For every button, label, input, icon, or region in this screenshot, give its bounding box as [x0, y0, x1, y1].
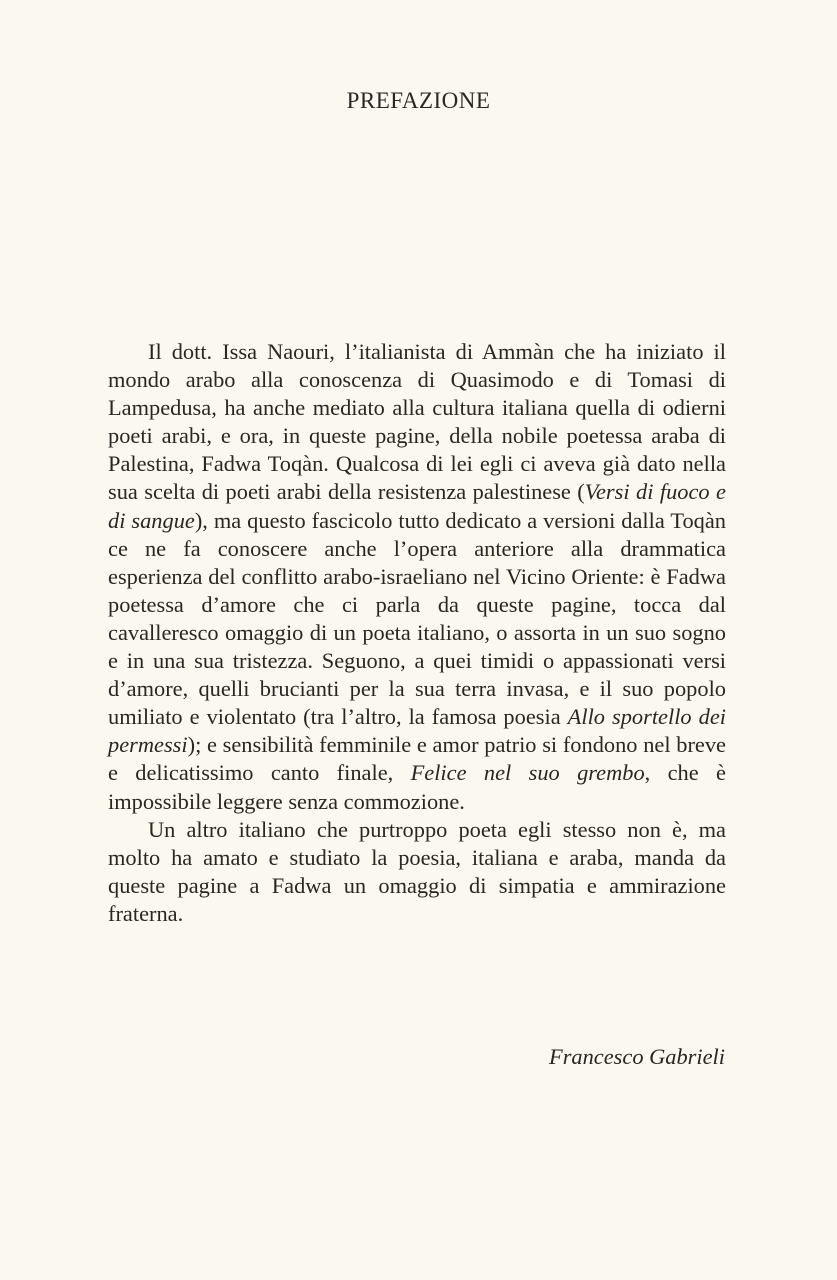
- paragraph-1-part-4: , che è impossibile leggere senza commozione.: [108, 760, 726, 814]
- author-signature: Francesco Gabrieli: [549, 1044, 725, 1069]
- book-title-versi: Versi di fuoco e di sangue: [108, 479, 726, 533]
- page-title: PREFAZIONE: [346, 88, 491, 113]
- paragraph-1-part-2: ), ma questo fascicolo tutto dedicato a versioni dalla Toqàn ce ne fa conoscere anche l’opera anteriore alla drammatica esperienza del conflitto arabo-israeliano nel Vicino Oriente: è Fadwa poetessa d’amore che ci parla da queste pagine, tocca dal cavalleresco omaggio di un poeta italiano, o assorta in un suo sogno e in una sua tristezza. Seguono, a quei timidi o appassionati versi d’amore, quelli brucianti per la sua terra invasa, e il suo popolo umiliato e violentato (tra l’altro, la famosa poesia: [108, 507, 726, 730]
- paragraph-1-part-1: Il dott. Issa Naouri, l’italianista di Ammàn che ha iniziato il mondo arabo alla conoscenza di Quasimodo e di Tomasi di Lampedusa, ha anche mediato alla cultura italiana quella di odierni poeti arabi, e ora, in queste pagine, della nobile poetessa araba di Palestina, Fadwa Toqàn. Qualcosa di lei egli ci aveva già dato nella sua scelta di poeti arabi della resistenza palestinese (: [108, 339, 726, 505]
- paragraph-1-part-3: ); e sensibilità femminile e amor patrio si fondono nel breve e delicatissimo canto finale,: [108, 732, 726, 786]
- poem-title-felice: Felice nel suo grembo: [410, 760, 645, 786]
- preface-body: [108, 338, 726, 928]
- paragraph-2: Un altro italiano che purtroppo poeta egli stesso non è, ma molto ha amato e studiato la poesia, italiana e araba, manda da queste pagine a Fadwa un omaggio di simpatia e ammirazione fraterna.: [108, 816, 726, 926]
- poem-title-sportello: Allo sportello dei permessi: [108, 704, 726, 758]
- paragraph-1: [108, 338, 726, 816]
